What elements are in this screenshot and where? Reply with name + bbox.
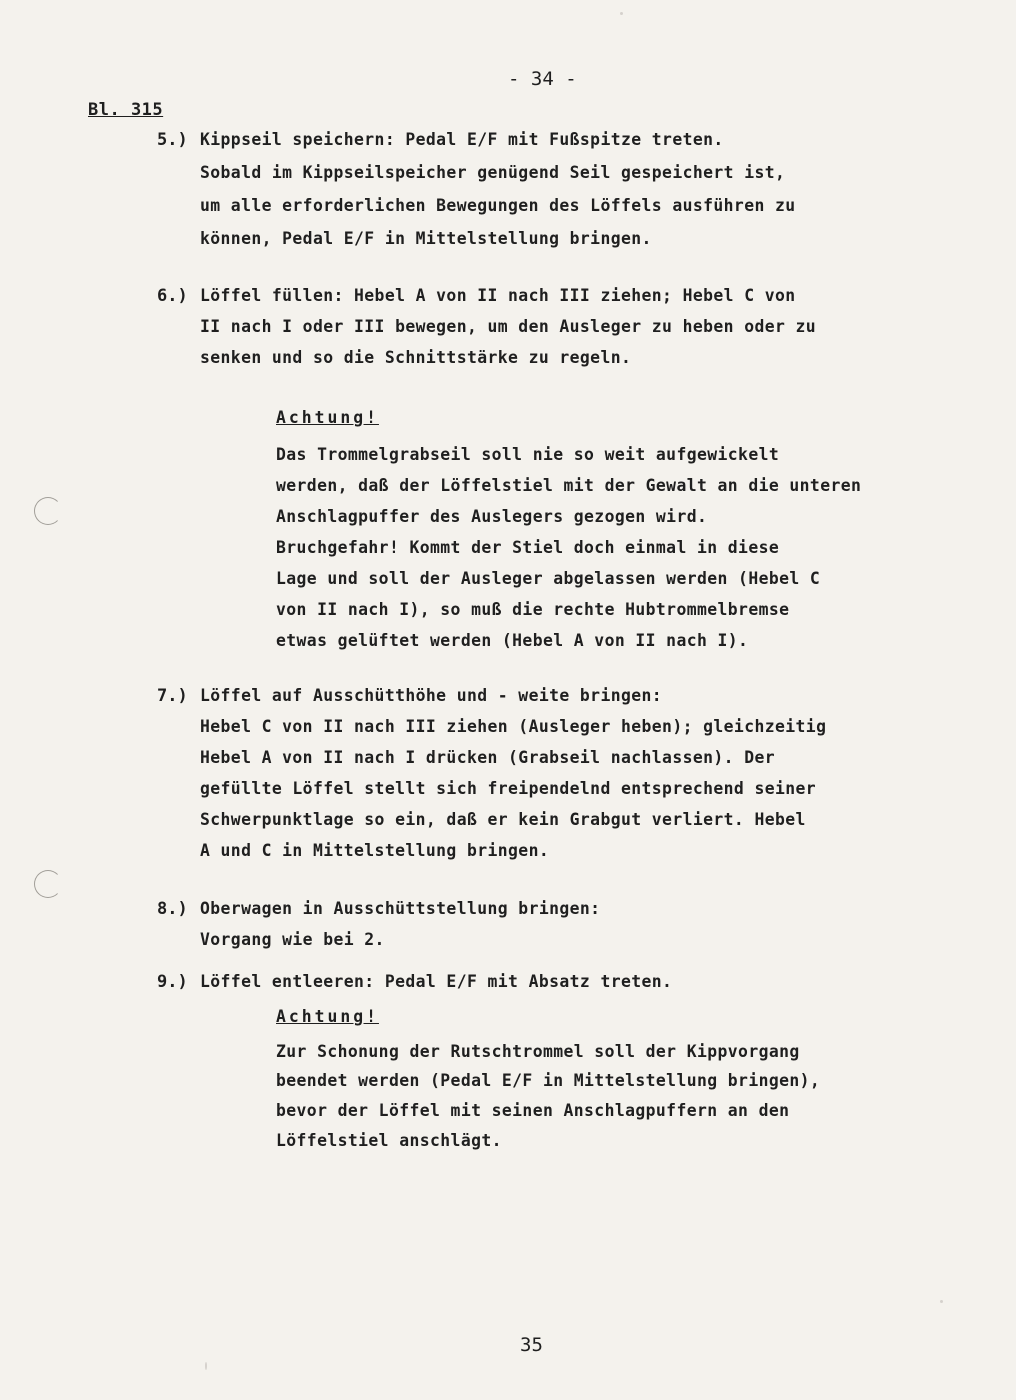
text-line: Oberwagen in Ausschüttstellung bringen: (200, 899, 601, 918)
note-title: Achtung! (276, 1007, 379, 1026)
text-line: II nach I oder III bewegen, um den Ausleger zu heben oder zu (200, 317, 817, 336)
text-line: Das Trommelgrabseil soll nie so weit aufgewickelt (276, 445, 780, 464)
item-number: 8.) (157, 899, 188, 919)
text-line: von II nach I), so muß die rechte Hubtrommelbremse (276, 600, 790, 619)
text-line: Löffel auf Ausschütthöhe und - weite bringen: (200, 686, 663, 705)
text-line: können, Pedal E/F in Mittelstellung bringen. (200, 229, 652, 248)
text-line: Schwerpunktlage so ein, daß er kein Grabgut verliert. Hebel (200, 810, 806, 829)
scan-speck (620, 12, 623, 15)
punch-hole-mark (34, 870, 62, 898)
text-line: werden, daß der Löffelstiel mit der Gewalt an die unteren (276, 476, 862, 495)
text-line: Löffel entleeren: Pedal E/F mit Absatz treten. (200, 972, 673, 991)
text-line: Löffelstiel anschlägt. (276, 1131, 502, 1150)
text-line: Sobald im Kippseilspeicher genügend Seil gespeichert ist, (200, 163, 786, 182)
item-number: 9.) (157, 972, 188, 992)
text-line: Hebel A von II nach I drücken (Grabseil nachlassen). Der (200, 748, 776, 767)
text-line: um alle erforderlichen Bewegungen des Löffels ausführen zu (200, 196, 796, 215)
item-number: 6.) (157, 286, 188, 306)
item-number: 7.) (157, 686, 188, 706)
page-number-top: - 34 - (508, 68, 577, 90)
page-number-bottom: 35 (520, 1334, 543, 1356)
text-line: beendet werden (Pedal E/F in Mittelstellung bringen), (276, 1071, 821, 1090)
text-line: A und C in Mittelstellung bringen. (200, 841, 550, 860)
item-number: 5.) (157, 130, 188, 150)
text-line: Kippseil speichern: Pedal E/F mit Fußspitze treten. (200, 130, 724, 149)
text-line: Löffel füllen: Hebel A von II nach III ziehen; Hebel C von (200, 286, 796, 305)
text-line: Anschlagpuffer des Auslegers gezogen wird. (276, 507, 708, 526)
text-line: etwas gelüftet werden (Hebel A von II nach I). (276, 631, 749, 650)
text-line: senken und so die Schnittstärke zu regeln. (200, 348, 632, 367)
text-line: Hebel C von II nach III ziehen (Ausleger heben); gleichzeitig (200, 717, 827, 736)
text-line: Zur Schonung der Rutschtrommel soll der Kippvorgang (276, 1042, 800, 1061)
text-line: Bruchgefahr! Kommt der Stiel doch einmal in diese (276, 538, 780, 557)
text-line: Lage und soll der Ausleger abgelassen werden (Hebel C (276, 569, 821, 588)
punch-hole-mark (34, 497, 62, 525)
page-reference: Bl. 315 (88, 100, 164, 120)
text-line: gefüllte Löffel stellt sich freipendelnd entsprechend seiner (200, 779, 817, 798)
text-line: Vorgang wie bei 2. (200, 930, 385, 949)
scan-speck (940, 1300, 943, 1303)
text-line: bevor der Löffel mit seinen Anschlagpuffern an den (276, 1101, 790, 1120)
note-title: Achtung! (276, 408, 379, 427)
scan-speck (205, 1362, 207, 1370)
